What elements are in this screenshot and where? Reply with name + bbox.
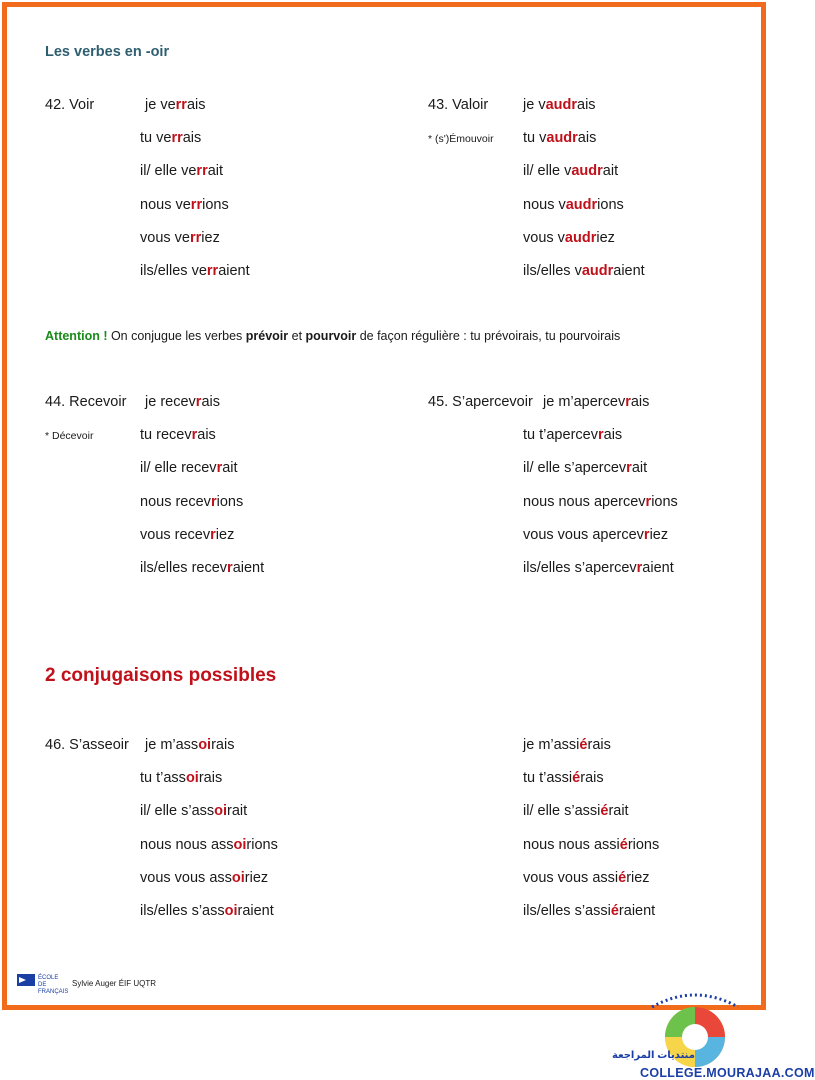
conjugation-form [523, 770, 604, 786]
form-part: vous vous ass [140, 869, 232, 886]
form-part: ils/elles s’assi [523, 903, 611, 919]
conjugation-form [140, 130, 201, 146]
form-ending-highlight: oi [231, 869, 245, 886]
conjugation-form [140, 527, 234, 543]
form-ending-highlight: rr [196, 163, 208, 180]
form-part: rais [587, 737, 611, 753]
conjugation-form [523, 837, 659, 853]
form-ending-highlight: r [597, 427, 604, 444]
form-ending-highlight: r [210, 526, 216, 543]
form-ending-highlight: r [191, 427, 198, 444]
subtitle: 2 conjugaisons possibles [45, 665, 277, 686]
conjugation-form [140, 163, 223, 179]
form-part: il/ elle v [523, 163, 572, 180]
form-part: vous ve [140, 229, 190, 246]
form-part: aient [642, 560, 674, 576]
conjugation-form [140, 460, 238, 476]
attention-note [45, 329, 620, 343]
form-ending-highlight: é [600, 803, 609, 820]
verb-44-note: * Décevoir [45, 430, 94, 442]
form-part: tu t’assi [523, 770, 573, 787]
form-part: vous v [523, 229, 565, 246]
form-ending-highlight: r [636, 560, 643, 576]
form-part: ais [630, 394, 650, 410]
conjugation-form [523, 803, 629, 819]
conjugation-form [523, 97, 596, 113]
form-part: ais [577, 130, 597, 147]
form-part: ions [202, 196, 229, 213]
form-ending-highlight: audr [571, 163, 603, 180]
form-part: il/ elle s’apercev [523, 460, 627, 477]
forum-arabic: منتديات المراجعة [612, 1050, 695, 1061]
form-part: il/ elle s’ass [140, 803, 215, 820]
school-logo [16, 972, 38, 993]
form-ending-highlight: r [645, 493, 652, 510]
form-ending-highlight: r [195, 394, 202, 410]
form-part: vous recev [140, 526, 211, 543]
form-part: je ve [145, 97, 176, 113]
verb-46-label: 46. S’asseoir [45, 737, 129, 753]
form-ending-highlight: é [618, 869, 627, 886]
attention-word-2: pourvoir [305, 329, 357, 343]
form-ending-highlight: rr [190, 196, 203, 213]
conjugation-form [523, 870, 650, 886]
form-ending-highlight: audr [581, 263, 614, 279]
conjugation-form [145, 97, 205, 113]
form-ending-highlight: r [625, 394, 631, 410]
conjugation-form [140, 770, 222, 786]
form-ending-highlight: é [619, 836, 628, 853]
form-part: rais [211, 737, 235, 753]
attention-word-1: prévoir [245, 329, 289, 343]
conjugation-form [523, 903, 655, 919]
form-part: je v [523, 97, 546, 113]
form-part: nous ve [140, 196, 191, 213]
form-part: rait [227, 803, 248, 820]
form-part: ions [597, 196, 624, 213]
form-ending-highlight: oi [198, 737, 212, 753]
form-part: ils/elles ve [140, 263, 207, 279]
form-ending-highlight: audr [564, 229, 597, 246]
form-part: vous vous apercev [523, 526, 644, 543]
form-part: rions [627, 836, 660, 853]
conjugation-form [523, 427, 622, 443]
form-ending-highlight: r [227, 560, 233, 576]
form-part: iez [649, 526, 669, 543]
conjugation-form [145, 737, 234, 753]
conjugation-form [140, 837, 278, 853]
form-ending-highlight: oi [224, 903, 238, 919]
form-part: iez [596, 229, 615, 246]
form-part: iez [201, 229, 220, 246]
conjugation-form [523, 460, 647, 476]
conjugation-form [543, 394, 649, 410]
brand-url[interactable]: COLLEGE.MOURAJAA.COM [640, 1066, 815, 1080]
form-ending-highlight: oi [214, 803, 228, 820]
form-part: nous nous apercev [523, 493, 646, 510]
form-part: tu recev [140, 427, 192, 444]
form-ending-highlight: audr [565, 196, 598, 213]
form-part: nous nous assi [523, 836, 620, 853]
verb-45-label: 45. S’apercevoir [428, 394, 533, 410]
conjugation-form [140, 230, 220, 246]
conjugation-form [523, 560, 674, 576]
form-ending-highlight: é [579, 737, 588, 753]
conjugation-form [140, 427, 216, 443]
verb-43-note: * (s')Émouvoir [428, 133, 494, 145]
form-ending-highlight: r [626, 460, 632, 477]
form-ending-highlight: é [610, 903, 619, 919]
form-ending-highlight: rr [206, 263, 219, 279]
form-part: ais [603, 427, 623, 444]
attention-text-2: et [288, 329, 306, 343]
conjugation-form [523, 197, 624, 213]
form-part: ait [602, 163, 619, 180]
conjugation-form [145, 394, 220, 410]
conjugation-form [523, 163, 618, 179]
form-part: ait [207, 163, 224, 180]
form-part: rais [580, 770, 604, 787]
conjugation-form [523, 263, 645, 279]
form-ending-highlight: audr [546, 130, 578, 147]
conjugation-form [140, 803, 247, 819]
form-part: aient [613, 263, 645, 279]
section-title: Les verbes en -oir [45, 44, 170, 60]
form-ending-highlight: é [572, 770, 581, 787]
conjugation-form [140, 494, 243, 510]
form-part: aient [232, 560, 265, 576]
form-part: riez [626, 869, 650, 886]
form-part: tu v [523, 130, 547, 147]
form-part: je m’apercev [543, 394, 626, 410]
verb-44-label: 44. Recevoir [45, 394, 127, 410]
form-ending-highlight: rr [171, 130, 183, 147]
conjugation-form [523, 130, 596, 146]
form-part: je m’assi [523, 737, 580, 753]
form-part: ils/elles s’ass [140, 903, 225, 919]
conjugation-form [140, 263, 250, 279]
form-part: tu ve [140, 130, 172, 147]
form-ending-highlight: rr [189, 229, 202, 246]
form-part: ils/elles s’apercev [523, 560, 637, 576]
conjugation-form [140, 560, 264, 576]
form-ending-highlight: r [643, 526, 650, 543]
form-part: tu t’apercev [523, 427, 598, 444]
form-part: riez [244, 869, 269, 886]
verb-43-label: 43. Valoir [428, 97, 489, 113]
form-part: ais [197, 427, 216, 444]
attention-label: Attention ! [45, 329, 108, 343]
conjugation-form [140, 870, 268, 886]
form-part: iez [215, 526, 235, 543]
conjugation-form [523, 494, 678, 510]
form-part: je m’ass [145, 737, 199, 753]
verb-42-label: 42. Voir [45, 97, 95, 113]
form-ending-highlight: r [210, 493, 217, 510]
form-part: ais [577, 97, 596, 113]
form-part: ils/elles recev [140, 560, 228, 576]
form-part: vous vous assi [523, 869, 619, 886]
form-part: ais [201, 394, 220, 410]
form-part: ions [651, 493, 678, 510]
form-part: il/ elle recev [140, 460, 217, 477]
form-part: raient [618, 903, 656, 919]
form-ending-highlight: rr [175, 97, 187, 113]
form-part: ions [216, 493, 244, 510]
attention-text-1: On conjugue les verbes [107, 329, 246, 343]
form-part: il/ elle s’assi [523, 803, 601, 820]
form-ending-highlight: oi [185, 770, 199, 787]
form-part: je recev [145, 394, 196, 410]
form-part: il/ elle ve [140, 163, 197, 180]
form-part: tu t’ass [140, 770, 186, 787]
conjugation-form [140, 903, 274, 919]
school-logo-text: ÉCOLE DE FRANÇAIS [38, 975, 69, 995]
form-part: rait [608, 803, 629, 820]
form-ending-highlight: oi [233, 836, 247, 853]
attention-text-3: de façon régulière : tu prévoirais, tu pourvoirais [356, 329, 621, 343]
form-part: ils/elles v [523, 263, 582, 279]
form-part: ait [631, 460, 648, 477]
form-part: raient [237, 903, 274, 919]
form-part: rais [198, 770, 223, 787]
form-ending-highlight: r [216, 460, 223, 477]
form-part: nous nous ass [140, 836, 234, 853]
form-part: ais [182, 130, 202, 147]
form-ending-highlight: audr [545, 97, 577, 113]
conjugation-form [140, 197, 229, 213]
form-part: nous v [523, 196, 566, 213]
form-part: rions [246, 836, 278, 853]
form-part: ait [222, 460, 238, 477]
conjugation-form [523, 737, 611, 753]
conjugation-form [523, 527, 668, 543]
flag-icon [16, 972, 38, 988]
footer-credit: Sylvie Auger ÉIF UQTR [72, 979, 157, 988]
form-part: nous recev [140, 493, 211, 510]
conjugation-form [523, 230, 615, 246]
form-part: ais [186, 97, 206, 113]
form-part: aient [218, 263, 250, 279]
